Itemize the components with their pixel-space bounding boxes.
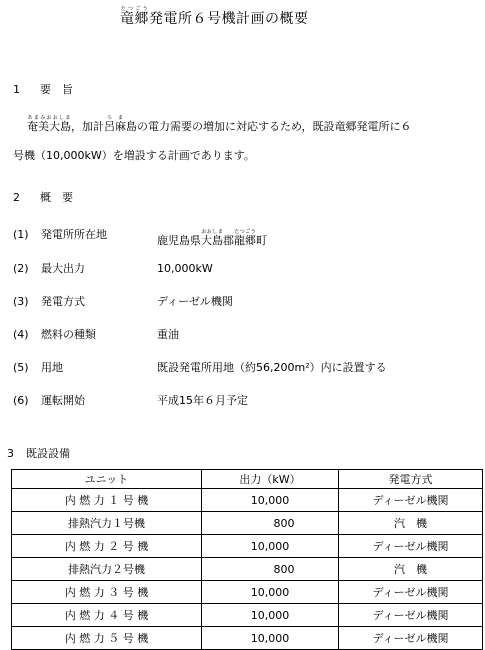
ruby-roma-base: 呂麻 [104,120,126,133]
cell-unit: 内 燃 力 ４ 号 機 [12,604,202,627]
title-text: 発電所６号機計画の概要 [149,11,309,27]
cell-output: 10,000 [202,604,339,627]
cell-unit: 内 燃 力 １ 号 機 [12,489,202,512]
item-no: (3) [13,295,29,308]
cell-output: 800 [202,558,339,581]
cell-unit: 内 燃 力 ３ 号 機 [12,581,202,604]
cell-output: 800 [202,512,339,535]
title-ruby [120,6,149,27]
item-label: 発電方式 [41,295,85,308]
item-label: 最大出力 [41,262,85,275]
ruby-amami-base: 奄美大島 [27,120,71,133]
location-mid: 郡 [223,234,234,247]
title-ruby-text: たつごう [120,6,149,12]
item-no: (1) [13,228,29,241]
table-row [12,627,483,650]
location-suffix: 町 [256,234,267,247]
item-value: ディーゼル機関 [157,295,233,308]
page-title [120,6,309,26]
item-no: (4) [13,328,29,341]
section2-number: 2 [13,191,20,204]
cell-unit: 排熱汽力２号機 [12,558,202,581]
title-ruby-base: 竜郷 [120,11,149,27]
item-no: (2) [13,262,29,275]
item-value: 既設発電所用地（約56,200m²）内に設置する [157,361,387,374]
column-header-unit: ユニット [12,470,202,489]
table-header-row [12,470,483,489]
cell-unit: 排熱汽力１号機 [12,512,202,535]
table-row [12,558,483,581]
ruby-oshima-text: おおしま [201,229,223,235]
cell-type: ディーゼル機関 [339,581,483,604]
item-value: 10,000kW [157,262,213,275]
item-value-location [157,229,267,246]
cell-unit: 内 燃 力 ２ 号 機 [12,535,202,558]
section2-heading: 概 要 [40,191,73,204]
line1-text-a: ，加計 [71,120,104,133]
cell-type: 汽 機 [339,558,483,581]
cell-type: ディーゼル機関 [339,535,483,558]
ruby-tatsugo-text: たつごう [234,229,256,235]
section1-line2: 号機（10,000kW）を増設する計画であります。 [13,149,255,162]
item-value: 重油 [157,328,179,341]
column-header-type: 発電方式 [339,470,483,489]
cell-output: 10,000 [202,627,339,650]
table-row [12,489,483,512]
ruby-roma-text: ろま [104,115,126,121]
section1-heading: 要 旨 [40,83,73,96]
equipment-table [11,469,483,650]
column-header-output: 出力（kW） [202,470,339,489]
cell-type: ディーゼル機関 [339,604,483,627]
ruby-tatsugo-base: 龍郷 [234,234,256,247]
cell-unit: 内 燃 力 ５ 号 機 [12,627,202,650]
item-no: (5) [13,361,29,374]
cell-type: ディーゼル機関 [339,627,483,650]
ruby-oshima-base: 大島 [201,234,223,247]
location-prefix: 鹿児島県 [157,234,201,247]
item-label: 運転開始 [41,394,85,407]
cell-type: ディーゼル機関 [339,489,483,512]
cell-output: 10,000 [202,489,339,512]
item-label: 発電所所在地 [41,228,107,241]
table-row [12,581,483,604]
table-row [12,512,483,535]
table-row [12,604,483,627]
item-label: 用地 [41,361,63,374]
cell-output: 10,000 [202,535,339,558]
cell-output: 10,000 [202,581,339,604]
line1-text-b: 島の電力需要の増加に対応するため，既設竜郷発電所に６ [126,120,412,133]
table-row [12,535,483,558]
section3-number: 3 [7,447,14,460]
section1-line1 [27,115,412,132]
item-label: 燃料の種類 [41,328,96,341]
ruby-amami-text: あまみおおしま [27,115,71,121]
section3-heading: 既設設備 [26,447,70,460]
cell-type: 汽 機 [339,512,483,535]
item-value: 平成15年６月予定 [157,394,248,407]
section1-number: 1 [13,83,20,96]
item-no: (6) [13,394,29,407]
